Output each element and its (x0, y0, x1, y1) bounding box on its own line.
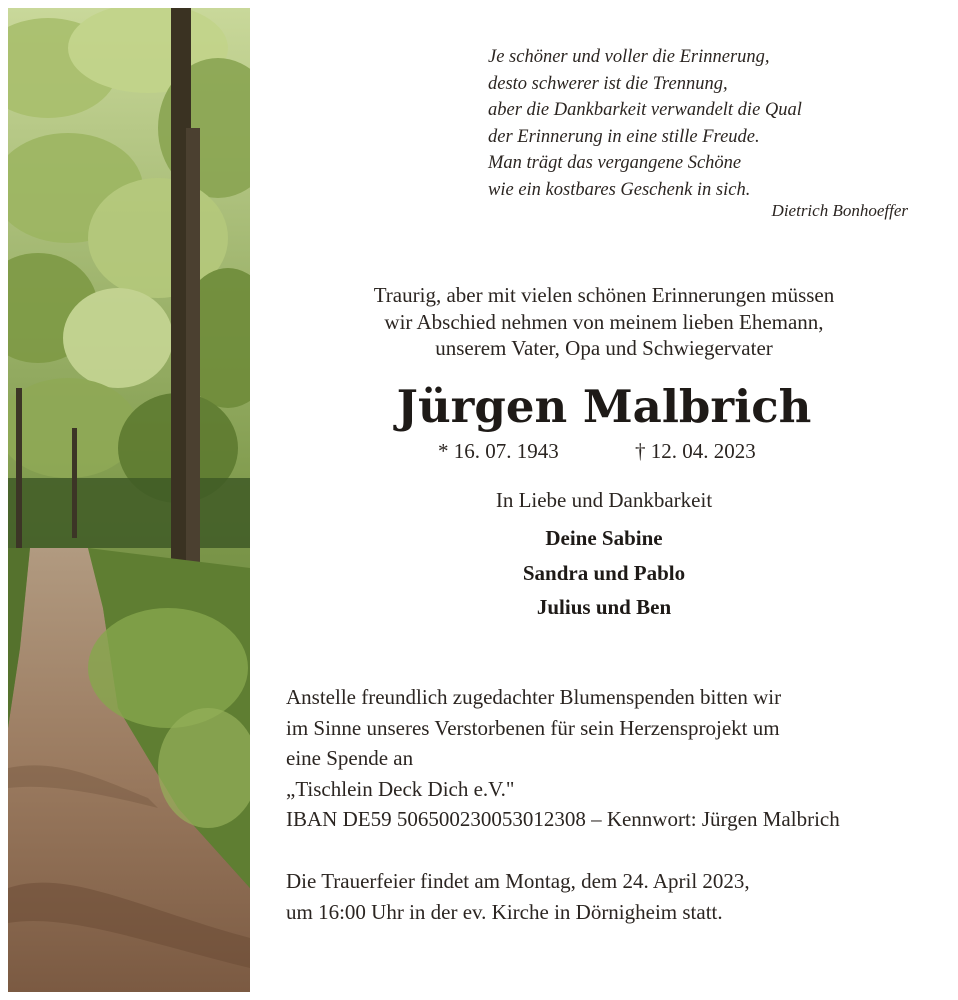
service-line: um 16:00 Uhr in der ev. Kirche in Dörnigheim statt. (286, 899, 723, 924)
poem-author: Dietrich Bonhoeffer (771, 201, 908, 220)
family-member: Sandra und Pablo (522, 560, 686, 585)
donation-line: im Sinne unseres Verstorbenen für sein Herzensprojekt um (286, 715, 780, 740)
service-line: Die Trauerfeier findet am Montag, dem 24. April 2023, (286, 869, 750, 893)
deceased-name: Jürgen Malbrich (396, 380, 812, 433)
family-member: Julius und Ben (536, 595, 672, 619)
obituary-text (250, 0, 958, 1000)
donation-line: Anstelle freundlich zugedachter Blumenspenden bitten wir (286, 685, 782, 709)
poem-line: der Erinnerung in eine stille Freude. (488, 126, 760, 147)
iban-line: IBAN DE59 506500230053012308 – Kennwort: Jürgen Malbrich (286, 807, 840, 831)
death-date: † 12. 04. 2023 (635, 439, 756, 463)
poem-line: desto schwerer ist die Trennung, (488, 73, 728, 94)
poem-line: Man trägt das vergangene Schöne (488, 153, 742, 173)
donation-line: eine Spende an (286, 746, 414, 770)
family-member: Deine Sabine (545, 526, 663, 550)
donation-recipient: „Tischlein Deck Dich e.V." (286, 776, 515, 801)
funeral-service-notice (286, 866, 946, 927)
life-dates (250, 439, 958, 469)
forest-path-photo (8, 8, 250, 992)
poem-line: Je schöner und voller die Erinnerung, (488, 47, 770, 67)
signoff: In Liebe und Dankbarkeit (495, 488, 713, 512)
poem-line: aber die Dankbarkeit verwandelt die Qual (488, 100, 802, 120)
donation-notice (286, 682, 946, 835)
intro-line: wir Abschied nehmen von meinem lieben Ehemann, (384, 309, 824, 334)
poem (488, 44, 908, 203)
family-names (250, 521, 958, 625)
birth-date: * 16. 07. 1943 (438, 439, 559, 463)
intro-line: unserem Vater, Opa und Schwiegervater (435, 336, 773, 360)
poem-line: wie ein kostbares Geschenk in sich. (488, 179, 751, 200)
intro-text (250, 282, 958, 362)
intro-line: Traurig, aber mit vielen schönen Erinnerungen müssen (373, 283, 835, 307)
